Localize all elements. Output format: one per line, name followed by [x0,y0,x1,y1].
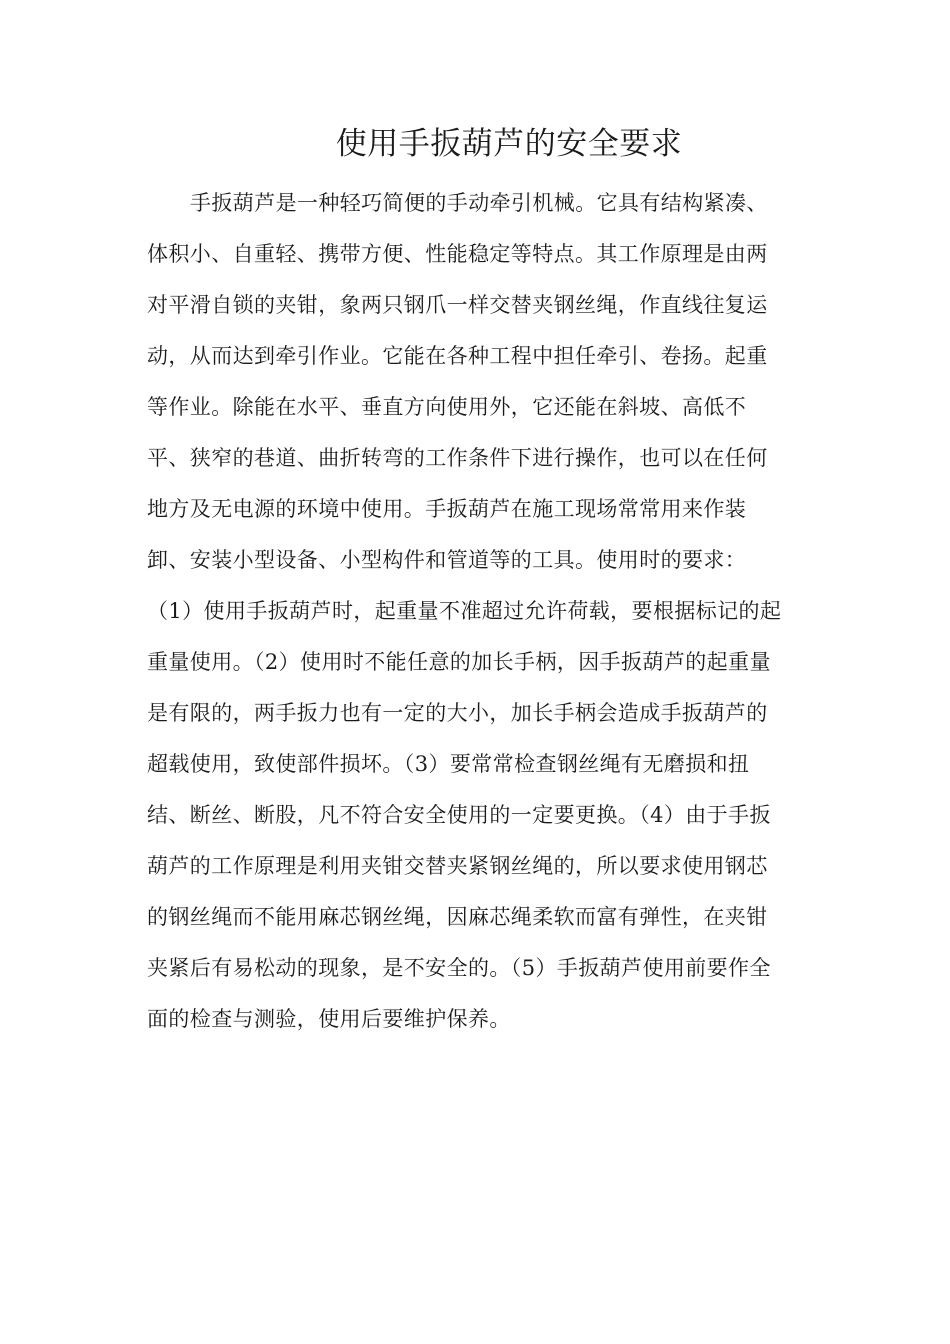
body-line: 的钢丝绳而不能用麻芯钢丝绳，因麻芯绳柔软而富有弹性，在夹钳 [147,905,768,929]
body-line: 是有限的，两手扳力也有一定的大小，加长手柄会造成手扳葫芦的 [147,701,768,725]
document-body [147,178,812,1045]
document-title: 使用手扳葫芦的安全要求 [335,126,683,162]
body-line: 重量使用。（2）使用时不能任意的加长手柄，因手扳葫芦的起重量 [147,650,771,674]
body-line: 体积小、自重轻、携带方便、性能稳定等特点。其工作原理是由两 [147,242,768,266]
body-line: 夹紧后有易松动的现象，是不安全的。（5）手扳葫芦使用前要作全 [147,956,771,980]
body-line: 葫芦的工作原理是利用夹钳交替夹紧钢丝绳的，所以要求使用钢芯 [147,854,768,878]
body-line: （1）使用手扳葫芦时，起重量不准超过允许荷载，要根据标记的起 [147,599,782,623]
body-line: 平、狭窄的巷道、曲折转弯的工作条件下进行操作，也可以在任何 [147,446,768,470]
body-line: 对平滑自锁的夹钳，象两只钢爪一样交替夹钢丝绳，作直线往复运 [147,293,768,317]
body-line: 结、断丝、断股，凡不符合安全使用的一定要更换。（4）由于手扳 [147,803,771,827]
body-line: 面的检查与测验，使用后要维护保养。 [147,1007,511,1031]
body-line: 动，从而达到牵引作业。它能在各种工程中担任牵引、卷扬。起重 [147,344,768,368]
body-line: 手扳葫芦是一种轻巧简便的手动牵引机械。它具有结构紧凑、 [190,191,768,215]
body-line: 卸、安装小型设备、小型构件和管道等的工具。使用时的要求： [147,548,747,572]
body-line: 地方及无电源的环境中使用。手扳葫芦在施工现场常常用来作装 [147,497,747,521]
body-line: 等作业。除能在水平、垂直方向使用外，它还能在斜坡、高低不 [147,395,747,419]
body-line: 超载使用，致使部件损坏。（3）要常常检查钢丝绳有无磨损和扭 [147,752,750,776]
